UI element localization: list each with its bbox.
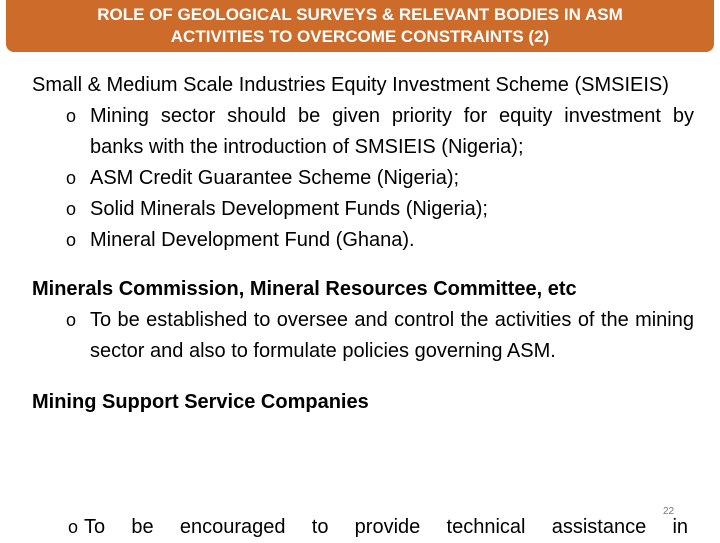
list-item [66, 101, 694, 163]
bullet-text: Mineral Development Fund (Ghana). [90, 229, 415, 251]
list-item [66, 225, 694, 256]
bullet-marker: o [66, 168, 77, 188]
bullet-marker: o [66, 106, 77, 126]
list-item [66, 305, 694, 367]
section-minerals-commission [32, 274, 694, 367]
section-heading: Mining Support Service Companies [32, 391, 369, 413]
bullet-text: To be encouraged to provide technical assistance in [84, 516, 689, 538]
list-item [66, 194, 694, 225]
slide-title-bar [6, 0, 714, 52]
list-item [66, 163, 694, 194]
page-number: 22 [663, 506, 675, 517]
section-heading: Minerals Commission, Mineral Resources Committee, etc [32, 278, 577, 300]
bullet-text: ASM Credit Guarantee Scheme (Nigeria); [90, 167, 460, 189]
bullet-text: Solid Minerals Development Funds (Nigeria); [90, 198, 488, 220]
bullet-text: To be established to oversee and control the activities of the mining sector and also to formulate policies governing ASM. [90, 309, 694, 362]
bullet-marker: o [66, 230, 77, 250]
section-mining-support [32, 387, 694, 418]
section-smsieis [32, 70, 694, 256]
slide-title-line-2: ACTIVITIES TO OVERCOME CONSTRAINTS (2) [170, 27, 550, 46]
bullet-list [32, 305, 694, 367]
bullet-marker: o [68, 517, 79, 537]
slide-body [32, 70, 694, 418]
cut-off-bullet [32, 512, 694, 543]
bullet-marker: o [66, 199, 77, 219]
section-heading: Small & Medium Scale Industries Equity Investment Scheme (SMSIEIS) [32, 74, 669, 96]
bullet-list [32, 101, 694, 256]
slide-title-line-1: ROLE OF GEOLOGICAL SURVEYS & RELEVANT BODIES IN ASM [97, 5, 623, 24]
bullet-text: Mining sector should be given priority for equity investment by banks with the introduction of SMSIEIS (Nigeria); [90, 105, 694, 158]
bullet-marker: o [66, 310, 77, 330]
